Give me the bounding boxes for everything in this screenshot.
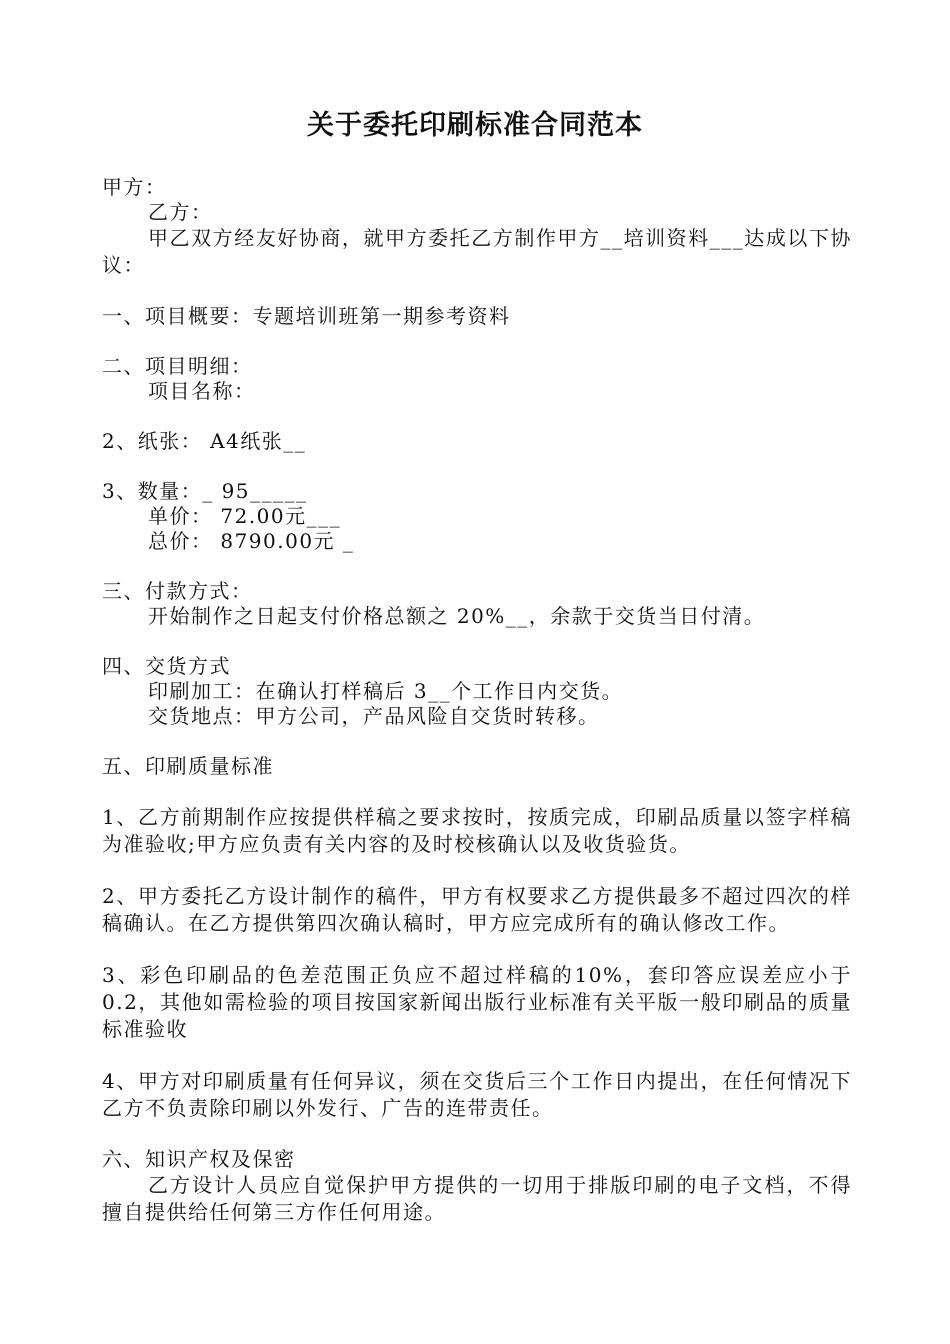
ip-paragraph: 乙方设计人员应自觉保护甲方提供的一切用于排版印刷的电子文档，不得擅自提供给任何第三方作任何用途。 [102,1173,852,1224]
party-a-line: 甲方： [102,175,167,199]
project-name-line: 项目名称： [148,379,256,403]
unit-price-line: 单价： 72.00元___ [148,504,342,528]
quality-item-4: 4、甲方对印刷质量有任何异议，须在交货后三个工作日内提出，在任何情况下乙方不负责除印刷以外发行、广告的连带责任。 [102,1069,852,1120]
section-project-summary: 一、项目概要：专题培训班第一期参考资料 [102,304,511,328]
paper-line: 2、纸张： A4纸张__ [102,429,307,453]
section-project-details-heading: 二、项目明细： [102,354,253,378]
delivery-print-line: 印刷加工：在确认打样稿后 3__个工作日内交货。 [148,679,624,703]
ip-heading: 六、知识产权及保密 [102,1147,296,1171]
delivery-place-line: 交货地点：甲方公司，产品风险自交货时转移。 [148,704,600,728]
delivery-heading: 四、交货方式 [102,654,231,678]
payment-heading: 三、付款方式： [102,579,253,603]
quality-item-3: 3、彩色印刷品的色差范围正负应不超过样稿的10%，套印答应误差应小于0.2，其他如需检验的项目按国家新闻出版行业标准有关平版一般印刷品的质量标准验收 [102,963,852,1041]
total-price-line: 总价： 8790.00元 _ [148,529,355,553]
intro-paragraph: 甲乙双方经友好协商，就甲方委托乙方制作甲方__培训资料___达成以下协议： [102,226,852,277]
document-body [102,175,852,1226]
quality-item-1: 1、乙方前期制作应按提供样稿之要求按时，按质完成，印刷品质量以签字样稿为准验收;甲方应负责有关内容的及时校核确认以及收货验货。 [102,805,852,856]
party-b-line: 乙方： [148,200,213,224]
payment-text: 开始制作之日起支付价格总额之 20%__，余款于交货当日付清。 [148,604,766,628]
quality-item-2: 2、甲方委托乙方设计制作的稿件，甲方有权要求乙方提供最多不超过四次的样稿确认。在乙方提供第四次确认稿时，甲方应完成所有的确认修改工作。 [102,884,852,935]
document-title: 关于委托印刷标准合同范本 [307,110,643,141]
quality-heading: 五、印刷质量标准 [102,754,274,778]
quantity-line: 3、数量：_ 95_____ [102,479,308,503]
